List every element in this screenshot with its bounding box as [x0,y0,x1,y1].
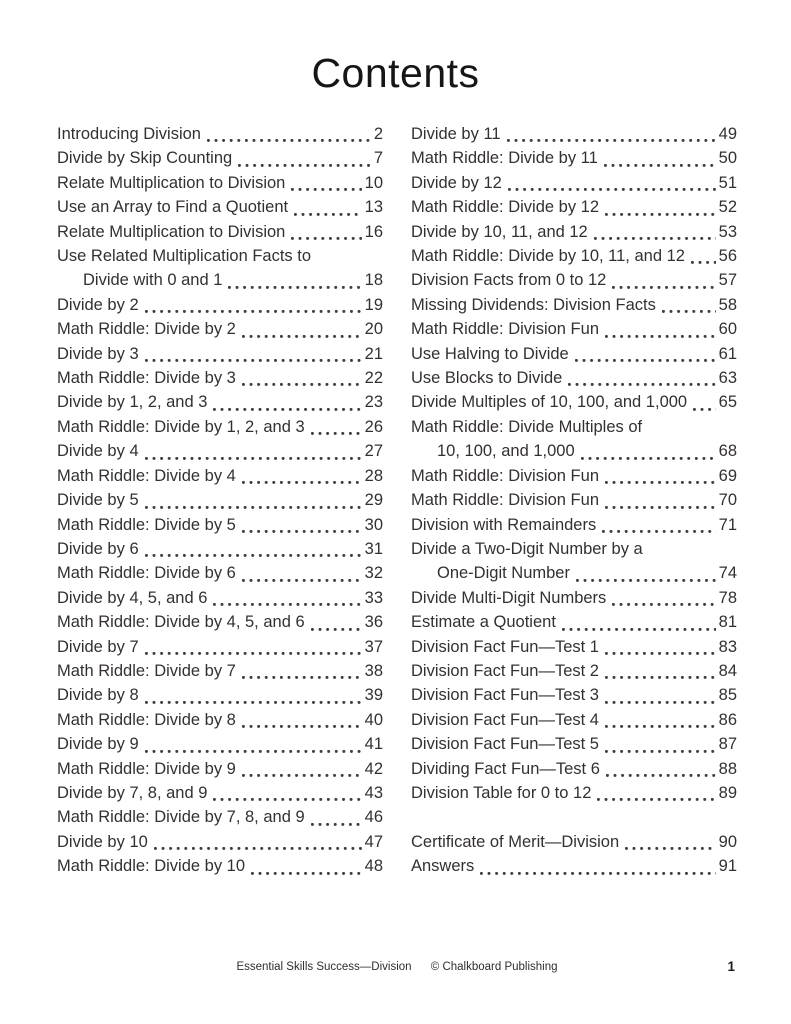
toc-entry [57,635,383,659]
toc-entry [57,464,383,488]
toc-entry-title: Math Riddle: Divide by 5 [57,515,236,534]
dot-leader [612,286,715,289]
toc-entry [57,586,383,610]
dot-leader [145,652,362,655]
toc-page-number: 42 [364,759,383,778]
toc-entry-title: Math Riddle: Divide by 4 [57,466,236,485]
toc-entry [411,244,737,268]
toc-page-number: 86 [718,710,737,729]
toc-entry-title-continued: Divide with 0 and 1 [83,271,223,290]
toc-entry-title: Use Related Multiplication Facts to [57,247,312,266]
toc-page-number: 31 [364,539,383,558]
dot-leader [612,603,715,606]
toc-entry-title: Math Riddle: Divide by 11 [411,149,598,168]
toc-entry-title: Divide by 7, 8, and 9 [57,783,208,802]
dot-leader [507,139,716,142]
toc-page-number: 63 [718,369,737,388]
toc-page-number: 71 [718,515,737,534]
toc-entry-title: Use an Array to Find a Quotient [57,198,289,217]
dot-leader [605,750,716,753]
toc-page-number: 68 [718,442,737,461]
toc-page-number: 18 [364,271,383,290]
toc-page-number: 57 [718,271,737,290]
toc-entry [57,244,383,293]
toc-page-number: 88 [718,759,737,778]
toc-page-number: 27 [364,442,383,461]
toc-entry [57,732,383,756]
dot-leader [606,774,716,777]
toc-entry-title: Use Blocks to Divide [411,369,563,388]
toc-entry [57,195,383,219]
dot-leader [242,676,362,679]
dot-leader [311,823,362,826]
toc-entry [411,781,737,805]
dot-leader [145,701,362,704]
toc-entry [411,708,737,732]
toc-entry-title: Divide by 10, 11, and 12 [411,222,588,241]
toc-entry-title: Math Riddle: Divide by 8 [57,710,236,729]
toc-entry [57,122,383,146]
toc-entry [411,268,737,292]
toc-entry-title: Math Riddle: Divide by 10 [57,857,246,876]
toc-entry-title: Division Facts from 0 to 12 [411,271,607,290]
toc-entry-title: Introducing Division [57,125,201,143]
toc-page-number: 87 [718,735,737,754]
dot-leader [605,506,716,509]
toc-page-number: 78 [718,588,737,607]
toc-page-number: 22 [364,369,383,388]
dot-leader [238,164,371,167]
toc-entry-title: Division Fact Fun—Test 4 [411,710,599,729]
toc-page-number: 30 [364,515,383,534]
toc-page-number: 20 [364,320,383,339]
toc-entry-title: Divide a Two-Digit Number by a [411,539,643,558]
dot-leader [602,530,715,533]
toc-entry [411,195,737,219]
toc-page-number: 50 [718,149,737,168]
dot-leader [251,872,362,875]
dot-leader [575,359,716,362]
dot-leader [154,847,362,850]
toc-entry-title: Divide by 8 [57,686,139,705]
toc-page-number: 49 [718,125,737,143]
footer-imprint [57,961,737,973]
toc-page-number: 48 [364,857,383,876]
dot-leader [691,261,716,264]
toc-entry-title: Divide Multiples of 10, 100, and 1,000 [411,393,688,412]
toc-page-number: 10 [364,173,383,192]
dot-leader [294,213,362,216]
toc-entry-line2 [411,561,737,585]
page-footer [57,959,737,979]
toc-page-number: 26 [364,417,383,436]
toc-page-number: 40 [364,710,383,729]
footer-book-title: Essential Skills Success—Division [236,961,412,973]
dot-leader [145,750,362,753]
toc-page-number: 36 [364,613,383,632]
toc-entry [411,513,737,537]
toc-entry-title: Math Riddle: Divide by 7, 8, and 9 [57,808,305,827]
dot-leader [145,310,362,313]
toc-entry-line1 [57,244,383,268]
toc-entry [57,415,383,439]
toc-page-number: 29 [364,491,383,510]
footer-copyright: © Chalkboard Publishing [430,961,558,973]
toc-entry-title: Math Riddle: Divide by 10, 11, and 12 [411,247,685,266]
toc-entry-title: Math Riddle: Divide by 3 [57,369,236,388]
toc-entry-title: Divide by 11 [411,125,501,143]
toc-entry [57,708,383,732]
toc-entry [411,683,737,707]
dot-leader [605,725,716,728]
dot-leader [311,432,362,435]
toc-page-number: 21 [364,344,383,363]
toc-page-number: 46 [364,808,383,827]
toc-entry [411,317,737,341]
toc-entry [57,854,383,878]
toc-entry-title: Divide by 9 [57,735,139,754]
dot-leader [508,188,716,191]
toc-entry-title: Divide by 1, 2, and 3 [57,393,208,412]
dot-leader [480,872,715,875]
dot-leader [242,579,362,582]
dot-leader [597,798,715,801]
toc-entry-title: Division Table for 0 to 12 [411,783,592,802]
dot-leader [568,383,715,386]
dot-leader [605,213,716,216]
toc-entry [57,537,383,561]
toc-entry [411,537,737,586]
toc-entry-title: Division with Remainders [411,515,597,534]
toc-page-number: 28 [364,466,383,485]
toc-entry-title: Divide by 5 [57,491,139,510]
toc-entry-title: Divide by 12 [411,173,502,192]
dot-leader [207,139,371,142]
toc-entry [57,830,383,854]
toc-entry-line1 [411,537,737,561]
toc-entry-title: Math Riddle: Divide by 9 [57,759,236,778]
toc-entry [57,488,383,512]
dot-leader [605,481,716,484]
dot-leader [228,286,361,289]
toc-entry-title: Divide by 3 [57,344,139,363]
dot-leader [576,579,716,582]
dot-leader [311,628,362,631]
dot-leader [604,164,716,167]
dot-leader [581,457,716,460]
toc-column-right [411,122,737,879]
toc-entry-title: Math Riddle: Divide by 2 [57,320,236,339]
toc-page-number: 38 [364,661,383,680]
toc-entry-title: Certificate of Merit—Division [411,832,620,851]
toc-entry [57,781,383,805]
dot-leader [213,603,361,606]
toc-entry [57,366,383,390]
toc-entry-title: Math Riddle: Divide Multiples of [411,417,643,436]
toc-entry-line2 [411,439,737,463]
dot-leader [242,481,362,484]
toc-entry [411,830,737,854]
toc-entry-title: Division Fact Fun—Test 5 [411,735,599,754]
toc-page-number: 81 [718,613,737,632]
dot-leader [145,554,362,557]
toc-entry [57,805,383,829]
toc-page-number: 90 [718,832,737,851]
toc-entry [411,146,737,170]
toc-entry-title: Division Fact Fun—Test 3 [411,686,599,705]
toc-entry [57,561,383,585]
toc-page-number: 2 [373,125,383,143]
toc-page-number: 23 [364,393,383,412]
toc-page-number: 70 [718,491,737,510]
toc-page-number: 69 [718,466,737,485]
toc-entry [411,464,737,488]
toc-columns [57,122,737,879]
toc-entry-title: Divide by 7 [57,637,139,656]
toc-entry [57,317,383,341]
toc-entry [57,220,383,244]
toc-entry-title: Math Riddle: Divide by 12 [411,198,600,217]
dot-leader [662,310,716,313]
toc-entry [411,122,737,146]
toc-page-number: 33 [364,588,383,607]
toc-entry-title-continued: 10, 100, and 1,000 [437,442,575,461]
dot-leader [145,359,362,362]
toc-entry-line2 [57,268,383,292]
toc-page-number: 19 [364,295,383,314]
toc-entry-title: Math Riddle: Divide by 1, 2, and 3 [57,417,305,436]
toc-entry [411,757,737,781]
toc-column-left [57,122,383,879]
toc-entry-title: Math Riddle: Division Fun [411,320,599,339]
toc-entry-title: Math Riddle: Division Fun [411,466,599,485]
footer-page-number: 1 [727,959,735,974]
toc-entry [57,439,383,463]
toc-page-number: 60 [718,320,737,339]
toc-entry-title: Use Halving to Divide [411,344,569,363]
toc-entry-title: Math Riddle: Divide by 6 [57,564,236,583]
toc-entry [411,415,737,464]
toc-page-number: 65 [718,393,737,412]
toc-page-number: 51 [718,173,737,192]
toc-entry [411,659,737,683]
toc-entry [57,342,383,366]
dot-leader [605,701,716,704]
toc-page-number: 56 [718,247,737,266]
toc-page-number: 41 [364,735,383,754]
toc-entry-title: Divide by 2 [57,295,139,314]
toc-entry [411,854,737,878]
page-title: Contents [311,50,480,96]
toc-entry-title: Divide by 4 [57,442,139,461]
toc-entry-title: Divide by Skip Counting [57,149,233,168]
toc-spacer [411,805,737,829]
dot-leader [242,725,362,728]
toc-entry-title: Divide by 10 [57,832,148,851]
toc-entry [57,146,383,170]
toc-page-number: 89 [718,783,737,802]
toc-entry [411,586,737,610]
toc-entry [57,659,383,683]
toc-entry-title: Math Riddle: Division Fun [411,491,599,510]
toc-page-number: 16 [364,222,383,241]
toc-page-number: 47 [364,832,383,851]
toc-entry-title: Math Riddle: Divide by 4, 5, and 6 [57,613,305,632]
toc-entry-title: Divide by 4, 5, and 6 [57,588,208,607]
toc-page-number: 61 [718,344,737,363]
toc-entry-title: Math Riddle: Divide by 7 [57,661,236,680]
toc-page-number: 7 [373,149,383,168]
toc-page-number: 37 [364,637,383,656]
toc-entry [411,610,737,634]
dot-leader [242,383,362,386]
toc-entry [411,342,737,366]
toc-page-number: 83 [718,637,737,656]
toc-page-number: 32 [364,564,383,583]
toc-entry-title: Division Fact Fun—Test 1 [411,637,599,656]
toc-entry-title: Dividing Fact Fun—Test 6 [411,759,600,778]
toc-entry [57,293,383,317]
toc-page-number: 39 [364,686,383,705]
toc-page-number: 58 [718,295,737,314]
toc-entry [411,390,737,414]
dot-leader [213,408,361,411]
toc-page-number: 74 [718,564,737,583]
toc-entry [57,171,383,195]
dot-leader [605,335,716,338]
dot-leader [242,335,362,338]
dot-leader [605,676,716,679]
dot-leader [625,847,716,850]
toc-entry-title: Missing Dividends: Division Facts [411,295,656,314]
dot-leader [562,628,716,631]
dot-leader [594,237,716,240]
toc-entry-title: Answers [411,857,475,876]
toc-entry [57,757,383,781]
toc-entry-line1 [411,415,737,439]
toc-page-number: 13 [364,198,383,217]
toc-entry [411,366,737,390]
dot-leader [145,506,362,509]
dot-leader [291,188,361,191]
toc-entry-title: Divide Multi-Digit Numbers [411,588,607,607]
dot-leader [693,408,716,411]
toc-entry [411,293,737,317]
toc-entry [57,390,383,414]
toc-entry-title-continued: One-Digit Number [437,564,570,583]
toc-entry-title: Estimate a Quotient [411,613,556,632]
toc-entry-title: Divide by 6 [57,539,139,558]
dot-leader [242,530,362,533]
toc-entry [57,683,383,707]
dot-leader [145,457,362,460]
toc-entry [57,513,383,537]
dot-leader [291,237,361,240]
toc-entry [411,732,737,756]
toc-entry-title: Relate Multiplication to Division [57,222,286,241]
toc-page-number: 84 [718,661,737,680]
dot-leader [213,798,361,801]
dot-leader [605,652,716,655]
toc-entry-title: Division Fact Fun—Test 2 [411,661,599,680]
toc-page-number: 91 [718,857,737,876]
toc-page-number: 53 [718,222,737,241]
toc-entry [411,220,737,244]
toc-entry [57,610,383,634]
toc-page-number: 43 [364,783,383,802]
toc-entry [411,171,737,195]
dot-leader [242,774,362,777]
toc-page-number: 85 [718,686,737,705]
toc-entry-title: Relate Multiplication to Division [57,173,286,192]
toc-page-number: 52 [718,198,737,217]
toc-entry [411,635,737,659]
toc-entry [411,488,737,512]
